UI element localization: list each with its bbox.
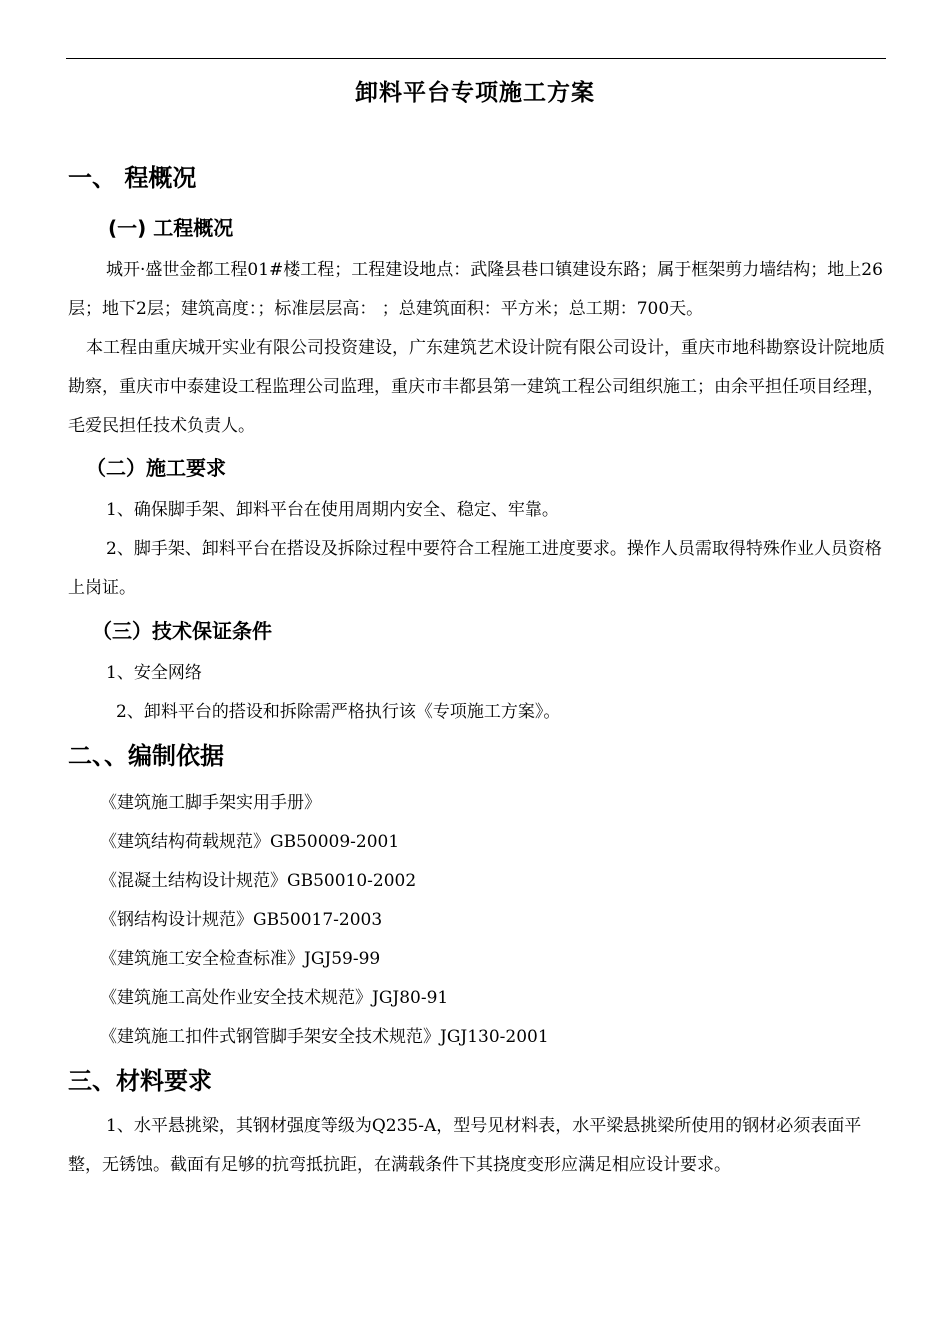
- reference-item: 《钢结构设计规范》GB50017-2003: [100, 910, 383, 930]
- section-1-2-heading: （二）施工要求: [86, 456, 226, 480]
- project-overview-paragraph: 城开·盛世金都工程01#楼工程；工程建设地点：武隆县巷口镇建设东路；属于框架剪力墙结构；地上26层；地下2层；建筑高度：；标准层层高： ；总建筑面积：平方米；总工期：700天。: [68, 260, 883, 319]
- header-rule: [66, 58, 886, 59]
- requirement-item-1: 1、确保脚手架、卸料平台在使用周期内安全、稳定、牢靠。: [106, 500, 559, 520]
- reference-item: 《建筑施工脚手架实用手册》: [100, 793, 321, 813]
- tech-item-1: 1、安全网络: [106, 663, 202, 683]
- section-2-heading: 二、、编制依据: [68, 742, 224, 770]
- tech-item-2: 2、卸料平台的搭设和拆除需严格执行该《专项施工方案》。: [116, 702, 561, 722]
- section-1-heading: 一、 程概况: [68, 164, 197, 192]
- reference-item: 《建筑施工安全检查标准》JGJ59-99: [100, 949, 381, 969]
- document-title: 卸料平台专项施工方案: [355, 80, 595, 106]
- reference-item: 《建筑施工扣件式钢管脚手架安全技术规范》JGJ130-2001: [100, 1027, 549, 1047]
- section-3-heading: 三、材料要求: [68, 1067, 212, 1095]
- requirement-item-2: 2、脚手架、卸料平台在搭设及拆除过程中要符合工程施工进度要求。操作人员需取得特殊作业人员资格上岗证。: [68, 539, 882, 598]
- section-1-3-heading: （三）技术保证条件: [92, 619, 272, 643]
- project-parties-paragraph: 本工程由重庆城开实业有限公司投资建设，广东建筑艺术设计院有限公司设计，重庆市地科勘察设计院地质勘察，重庆市中泰建设工程监理公司监理，重庆市丰都县第一建筑工程公司组织施工；由余平担任项目经理，毛爱民担任技术负责人。: [68, 338, 885, 436]
- reference-item: 《混凝土结构设计规范》GB50010-2002: [100, 871, 417, 891]
- section-1-1-heading: (一) 工程概况: [108, 216, 234, 240]
- reference-item: 《建筑施工高处作业安全技术规范》JGJ80-91: [100, 988, 449, 1008]
- reference-item: 《建筑结构荷载规范》GB50009-2001: [100, 832, 400, 852]
- material-paragraph: 1、水平悬挑梁，其钢材强度等级为Q235-A，型号见材料表，水平梁悬挑梁所使用的钢材必须表面平整，无锈蚀。截面有足够的抗弯抵抗距，在满载条件下其挠度变形应满足相应设计要求。: [68, 1116, 862, 1175]
